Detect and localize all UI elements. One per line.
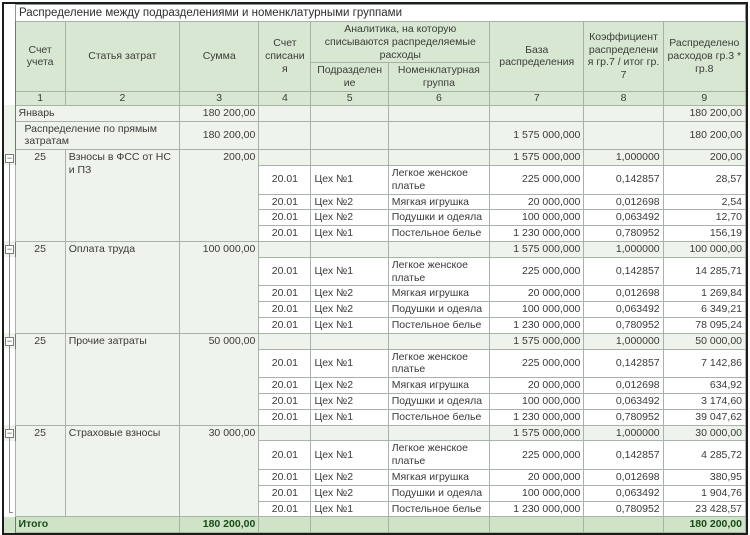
nomenclature-cell: Подушки и одеяла <box>388 210 489 226</box>
col-header-analytics-group: Аналитика, на которую списываются распределяемые расходы <box>311 22 490 63</box>
coefficient-cell: 0,780952 <box>584 501 663 517</box>
nomenclature-cell: Мягкая игрушка <box>388 469 489 485</box>
distributed-cell: 12,70 <box>663 210 745 226</box>
nomenclature-cell: Постельное белье <box>388 317 489 333</box>
nomenclature-cell: Постельное белье <box>388 226 489 242</box>
distribution-table <box>4 21 746 533</box>
grouping-margin-cell <box>4 165 15 194</box>
grouping-margin-cell <box>4 409 15 425</box>
writeoff-account-cell: 20.01 <box>259 469 311 485</box>
article-group-row <box>4 150 746 166</box>
empty-cell <box>490 105 584 121</box>
distributed-cell: 2,54 <box>663 194 745 210</box>
col-header-department: Подразделение <box>311 63 388 92</box>
empty-cell <box>311 517 388 533</box>
column-number: 7 <box>490 91 584 105</box>
department-cell: Цех №2 <box>311 210 388 226</box>
coefficient-cell: 0,780952 <box>584 409 663 425</box>
account-cell: 25 <box>15 241 65 333</box>
department-cell: Цех №1 <box>311 441 388 470</box>
empty-cell <box>311 333 388 349</box>
col-header-account: Счет учета <box>15 22 65 92</box>
empty-cell <box>388 333 489 349</box>
empty-cell <box>584 517 663 533</box>
distributed-cell: 6 349,21 <box>663 302 745 318</box>
group-bracket-line <box>9 378 10 394</box>
grouping-margin-cell <box>4 105 15 121</box>
table-header <box>4 22 746 106</box>
grouping-margin-cell <box>4 121 15 150</box>
empty-cell <box>259 121 311 150</box>
column-number: 9 <box>663 91 745 105</box>
department-cell: Цех №1 <box>311 501 388 517</box>
base-cell: 1 230 000,000 <box>490 409 584 425</box>
coefficient-cell: 0,780952 <box>584 226 663 242</box>
base-cell: 225 000,000 <box>490 257 584 286</box>
department-cell: Цех №1 <box>311 409 388 425</box>
grouping-margin-header <box>4 22 15 106</box>
col-header-distributed: Распределено расходов гр.3 * гр.8 <box>663 22 745 92</box>
empty-cell <box>259 150 311 166</box>
column-numbers-row <box>4 91 746 105</box>
coefficient-cell: 0,780952 <box>584 317 663 333</box>
account-cell: 25 <box>15 425 65 517</box>
empty-cell <box>259 241 311 257</box>
group-bracket-line <box>9 165 10 194</box>
department-cell: Цех №1 <box>311 165 388 194</box>
article-group-row <box>4 333 746 349</box>
writeoff-account-cell: 20.01 <box>259 226 311 242</box>
base-cell: 20 000,000 <box>490 469 584 485</box>
column-number: 5 <box>311 91 388 105</box>
sum-cell: 30 000,00 <box>180 425 259 517</box>
distributed-cell: 78 095,24 <box>663 317 745 333</box>
distributed-cell: 14 285,71 <box>663 257 745 286</box>
header-row-1 <box>4 22 746 63</box>
col-header-sum: Сумма <box>180 22 259 92</box>
grouping-margin-cell <box>4 226 15 242</box>
table-body <box>4 105 746 532</box>
coefficient-cell: 1,000000 <box>584 425 663 441</box>
column-number: 8 <box>584 91 663 105</box>
grouping-margin-cell <box>4 194 15 210</box>
col-header-writeoff-account: Счет списания <box>259 22 311 92</box>
department-cell: Цех №2 <box>311 286 388 302</box>
coefficient-cell: 0,063492 <box>584 210 663 226</box>
nomenclature-cell: Мягкая игрушка <box>388 194 489 210</box>
base-cell: 1 575 000,000 <box>490 425 584 441</box>
distributed-cell: 156,19 <box>663 226 745 242</box>
department-cell: Цех №2 <box>311 302 388 318</box>
grouping-margin-cell <box>4 317 15 333</box>
article-cell: Взносы в ФСС от НС и ПЗ <box>65 150 179 242</box>
coefficient-cell: 0,142857 <box>584 257 663 286</box>
group-bracket-line <box>9 210 10 226</box>
account-cell: 25 <box>15 150 65 242</box>
grouping-margin-cell <box>4 241 15 257</box>
writeoff-account-cell: 20.01 <box>259 210 311 226</box>
base-cell: 225 000,000 <box>490 165 584 194</box>
empty-cell <box>311 105 388 121</box>
section-base-cell: 1 575 000,000 <box>490 121 584 150</box>
empty-cell <box>388 425 489 441</box>
base-cell: 225 000,000 <box>490 441 584 470</box>
grouping-margin-cell <box>4 517 15 533</box>
base-cell: 20 000,000 <box>490 378 584 394</box>
total-row <box>4 517 746 533</box>
base-cell: 100 000,000 <box>490 302 584 318</box>
nomenclature-cell: Подушки и одеяла <box>388 485 489 501</box>
empty-cell <box>259 105 311 121</box>
distributed-cell: 200,00 <box>663 150 745 166</box>
department-cell: Цех №1 <box>311 349 388 378</box>
nomenclature-cell: Легкое женское платье <box>388 165 489 194</box>
group-bracket-corner <box>9 512 13 513</box>
collapse-group-icon[interactable]: − <box>6 336 13 347</box>
empty-cell <box>388 517 489 533</box>
column-number: 3 <box>180 91 259 105</box>
writeoff-account-cell: 20.01 <box>259 409 311 425</box>
grouping-margin-cell <box>4 333 15 349</box>
coefficient-cell: 0,063492 <box>584 302 663 318</box>
col-header-coefficient: Коэффициент распределения гр.7 / итог гр. 7 <box>584 22 663 92</box>
group-bracket-line <box>9 317 10 333</box>
writeoff-account-cell: 20.01 <box>259 441 311 470</box>
distributed-cell: 1 269,84 <box>663 286 745 302</box>
section-row <box>4 121 746 150</box>
section-label: Распределение по прямым затратам <box>15 121 180 150</box>
base-cell: 20 000,000 <box>490 286 584 302</box>
base-cell: 1 230 000,000 <box>490 317 584 333</box>
department-cell: Цех №2 <box>311 194 388 210</box>
group-bracket-line <box>9 226 10 242</box>
nomenclature-cell: Мягкая игрушка <box>388 286 489 302</box>
empty-cell <box>259 517 311 533</box>
base-cell: 100 000,000 <box>490 393 584 409</box>
collapse-group-icon[interactable]: − <box>6 428 13 439</box>
account-cell: 25 <box>15 333 65 425</box>
writeoff-account-cell: 20.01 <box>259 378 311 394</box>
base-cell: 1 575 000,000 <box>490 150 584 166</box>
grouping-margin-cell <box>4 286 15 302</box>
department-cell: Цех №1 <box>311 257 388 286</box>
coefficient-cell: 0,012698 <box>584 469 663 485</box>
empty-cell <box>388 121 489 150</box>
empty-cell <box>311 425 388 441</box>
coefficient-cell: 0,012698 <box>584 378 663 394</box>
sum-cell: 50 000,00 <box>180 333 259 425</box>
col-header-article: Статья затрат <box>65 22 179 92</box>
total-sum-cell: 180 200,00 <box>180 517 259 533</box>
grouping-margin-cell <box>4 302 15 318</box>
col-header-base: База распределения <box>490 22 584 92</box>
base-cell: 1 230 000,000 <box>490 501 584 517</box>
base-cell: 225 000,000 <box>490 349 584 378</box>
writeoff-account-cell: 20.01 <box>259 165 311 194</box>
base-cell: 100 000,000 <box>490 210 584 226</box>
writeoff-account-cell: 20.01 <box>259 501 311 517</box>
distributed-cell: 380,95 <box>663 469 745 485</box>
group-bracket-line <box>9 349 10 378</box>
writeoff-account-cell: 20.01 <box>259 286 311 302</box>
distributed-cell: 4 285,72 <box>663 441 745 470</box>
group-bracket-line <box>9 409 10 425</box>
column-number: 1 <box>15 91 65 105</box>
grouping-margin-cell <box>4 485 15 501</box>
nomenclature-cell: Мягкая игрушка <box>388 378 489 394</box>
distributed-cell: 28,57 <box>663 165 745 194</box>
department-cell: Цех №2 <box>311 393 388 409</box>
empty-cell <box>259 333 311 349</box>
nomenclature-cell: Постельное белье <box>388 501 489 517</box>
base-cell: 1 575 000,000 <box>490 333 584 349</box>
department-cell: Цех №1 <box>311 226 388 242</box>
grouping-margin-cell <box>4 393 15 409</box>
column-number: 4 <box>259 91 311 105</box>
collapse-group-icon[interactable]: − <box>6 244 13 255</box>
distributed-cell: 30 000,00 <box>663 425 745 441</box>
coefficient-cell: 0,142857 <box>584 165 663 194</box>
month-label: Январь <box>15 105 180 121</box>
sum-cell: 100 000,00 <box>180 241 259 333</box>
group-bracket-line <box>9 302 10 318</box>
grouping-margin-cell <box>4 425 15 441</box>
coefficient-cell: 0,063492 <box>584 485 663 501</box>
report-title: Распределение между подразделениями и номенклатурными группами <box>15 4 746 21</box>
grouping-margin-cell <box>4 469 15 485</box>
coefficient-cell: 0,142857 <box>584 349 663 378</box>
section-sum-cell: 180 200,00 <box>180 121 259 150</box>
base-cell: 1 575 000,000 <box>490 241 584 257</box>
grouping-margin-cell <box>4 257 15 286</box>
grouping-margin-cell <box>4 378 15 394</box>
writeoff-account-cell: 20.01 <box>259 393 311 409</box>
coefficient-cell: 1,000000 <box>584 333 663 349</box>
group-bracket-line <box>9 469 10 485</box>
coefficient-cell: 0,142857 <box>584 441 663 470</box>
article-group-row <box>4 425 746 441</box>
coefficient-cell: 0,012698 <box>584 286 663 302</box>
month-row <box>4 105 746 121</box>
nomenclature-cell: Постельное белье <box>388 409 489 425</box>
empty-cell <box>311 241 388 257</box>
section-distributed-cell: 180 200,00 <box>663 121 745 150</box>
writeoff-account-cell: 20.01 <box>259 194 311 210</box>
nomenclature-cell: Легкое женское платье <box>388 349 489 378</box>
group-bracket-line <box>9 485 10 501</box>
empty-cell <box>311 121 388 150</box>
empty-cell <box>388 105 489 121</box>
distributed-cell: 634,92 <box>663 378 745 394</box>
coefficient-cell: 0,012698 <box>584 194 663 210</box>
grouping-margin-cell <box>4 501 15 517</box>
empty-cell <box>388 241 489 257</box>
grouping-margin-cell <box>4 150 15 166</box>
nomenclature-cell: Легкое женское платье <box>388 441 489 470</box>
distributed-cell: 39 047,62 <box>663 409 745 425</box>
department-cell: Цех №2 <box>311 378 388 394</box>
nomenclature-cell: Подушки и одеяла <box>388 393 489 409</box>
col-header-nomenclature-group: Номенклатурная группа <box>388 63 489 92</box>
group-bracket-line <box>9 257 10 286</box>
group-bracket-line <box>9 441 10 470</box>
writeoff-account-cell: 20.01 <box>259 317 311 333</box>
writeoff-account-cell: 20.01 <box>259 349 311 378</box>
coefficient-cell: 0,063492 <box>584 393 663 409</box>
coefficient-cell: 1,000000 <box>584 150 663 166</box>
grouping-margin-cell <box>4 441 15 470</box>
article-cell: Страховые взносы <box>65 425 179 517</box>
group-bracket-line <box>9 194 10 210</box>
month-sum-cell: 180 200,00 <box>180 105 259 121</box>
coefficient-cell: 1,000000 <box>584 241 663 257</box>
empty-cell <box>259 425 311 441</box>
column-number: 2 <box>65 91 179 105</box>
writeoff-account-cell: 20.01 <box>259 302 311 318</box>
distributed-cell: 50 000,00 <box>663 333 745 349</box>
department-cell: Цех №2 <box>311 485 388 501</box>
distributed-cell: 23 428,57 <box>663 501 745 517</box>
report-frame <box>2 2 748 535</box>
group-bracket-line <box>9 286 10 302</box>
total-label: Итого <box>15 517 180 533</box>
grouping-margin-spacer <box>4 4 15 21</box>
empty-cell <box>584 121 663 150</box>
base-cell: 20 000,000 <box>490 194 584 210</box>
collapse-group-icon[interactable]: − <box>6 152 13 163</box>
column-number: 6 <box>388 91 489 105</box>
group-bracket-line <box>9 393 10 409</box>
distributed-cell: 7 142,86 <box>663 349 745 378</box>
sum-cell: 200,00 <box>180 150 259 242</box>
base-cell: 1 230 000,000 <box>490 226 584 242</box>
grouping-margin-cell <box>4 349 15 378</box>
grouping-margin-cell <box>4 210 15 226</box>
empty-cell <box>311 150 388 166</box>
base-cell: 100 000,000 <box>490 485 584 501</box>
article-cell: Оплата труда <box>65 241 179 333</box>
department-cell: Цех №2 <box>311 469 388 485</box>
nomenclature-cell: Легкое женское платье <box>388 257 489 286</box>
nomenclature-cell: Подушки и одеяла <box>388 302 489 318</box>
empty-cell <box>490 517 584 533</box>
distributed-cell: 1 904,76 <box>663 485 745 501</box>
article-group-row <box>4 241 746 257</box>
article-cell: Прочие затраты <box>65 333 179 425</box>
report-title-strip <box>4 4 746 21</box>
distributed-cell: 3 174,60 <box>663 393 745 409</box>
department-cell: Цех №1 <box>311 317 388 333</box>
empty-cell <box>584 105 663 121</box>
total-distributed-cell: 180 200,00 <box>663 517 745 533</box>
writeoff-account-cell: 20.01 <box>259 257 311 286</box>
empty-cell <box>388 150 489 166</box>
month-distributed-cell: 180 200,00 <box>663 105 745 121</box>
writeoff-account-cell: 20.01 <box>259 485 311 501</box>
distributed-cell: 100 000,00 <box>663 241 745 257</box>
